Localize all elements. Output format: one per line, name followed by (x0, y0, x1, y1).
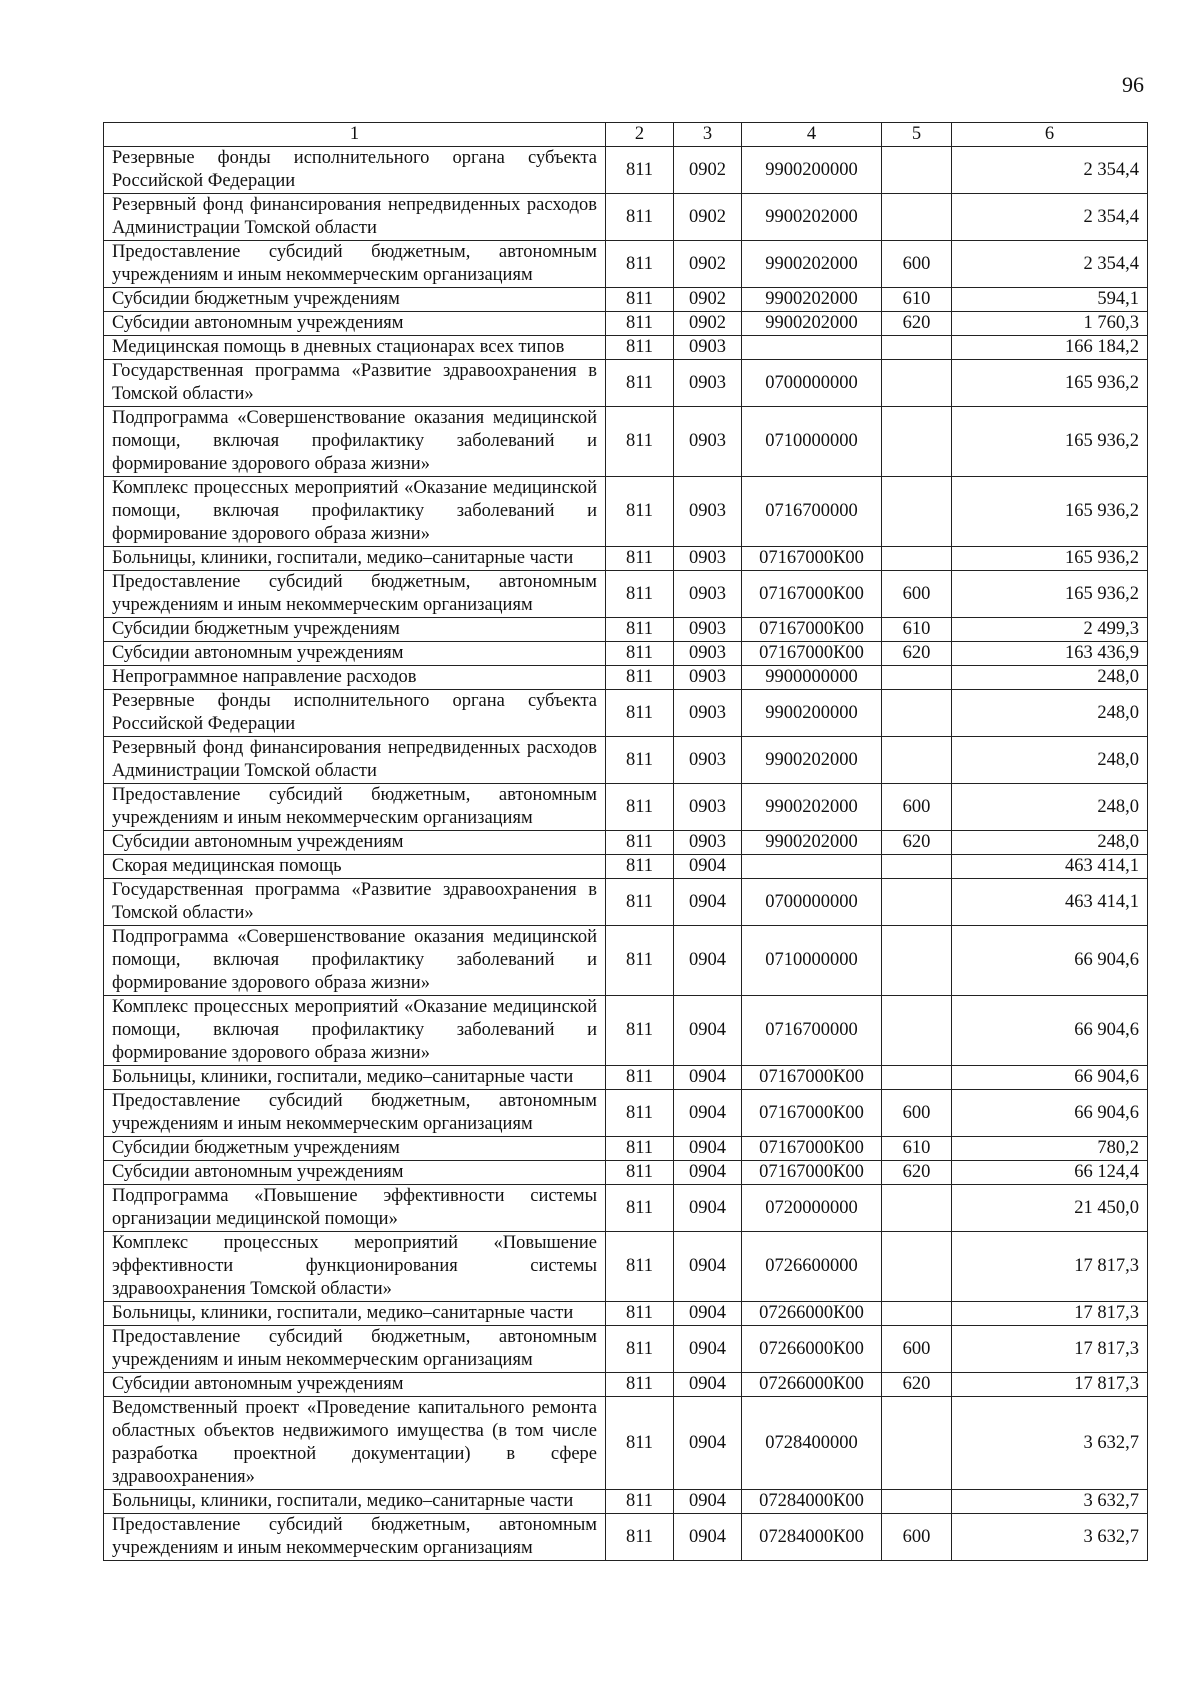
row-amount-cell: 2 354,4 (952, 147, 1148, 194)
table-row (104, 1232, 1148, 1302)
row-code-cell: 811 (606, 1302, 674, 1326)
row-name-cell: Предоставление субсидий бюджетным, автономным учреждениям и иным некоммерческим организациям (104, 1514, 606, 1561)
row-code-cell: 811 (606, 666, 674, 690)
table-row (104, 690, 1148, 737)
row-target-article-cell: 07167000К00 (742, 618, 882, 642)
row-name-cell: Субсидии бюджетным учреждениям (104, 1137, 606, 1161)
row-target-article-cell: 9900202000 (742, 831, 882, 855)
row-target-article-cell: 07167000К00 (742, 1090, 882, 1137)
row-code-cell: 811 (606, 407, 674, 477)
column-header-2: 2 (606, 123, 674, 147)
row-section-cell: 0904 (674, 1397, 742, 1490)
row-target-article-cell (742, 336, 882, 360)
row-expense-type-cell (882, 336, 952, 360)
row-expense-type-cell (882, 1397, 952, 1490)
row-section-cell: 0903 (674, 831, 742, 855)
table-row (104, 1490, 1148, 1514)
row-expense-type-cell (882, 1232, 952, 1302)
table-row (104, 547, 1148, 571)
table-row (104, 1373, 1148, 1397)
row-expense-type-cell (882, 477, 952, 547)
row-amount-cell: 66 904,6 (952, 1090, 1148, 1137)
row-code-cell: 811 (606, 1490, 674, 1514)
row-name-cell: Ведомственный проект «Проведение капитального ремонта областных объектов недвижимого имущества (в том числе разработка проектной документации) в сфере здравоохранения» (104, 1397, 606, 1490)
row-code-cell: 811 (606, 571, 674, 618)
row-name-cell: Государственная программа «Развитие здравоохранения в Томской области» (104, 879, 606, 926)
row-amount-cell: 780,2 (952, 1137, 1148, 1161)
row-name-cell: Субсидии бюджетным учреждениям (104, 288, 606, 312)
row-amount-cell: 17 817,3 (952, 1232, 1148, 1302)
row-expense-type-cell (882, 996, 952, 1066)
row-expense-type-cell (882, 926, 952, 996)
row-target-article-cell: 9900200000 (742, 147, 882, 194)
row-code-cell: 811 (606, 1137, 674, 1161)
row-target-article-cell: 07167000К00 (742, 1161, 882, 1185)
row-section-cell: 0903 (674, 360, 742, 407)
table-row (104, 1066, 1148, 1090)
row-expense-type-cell (882, 855, 952, 879)
row-code-cell: 811 (606, 879, 674, 926)
row-code-cell: 811 (606, 194, 674, 241)
row-section-cell: 0904 (674, 996, 742, 1066)
table-row (104, 312, 1148, 336)
row-code-cell: 811 (606, 1326, 674, 1373)
column-header-3: 3 (674, 123, 742, 147)
row-target-article-cell: 07266000К00 (742, 1326, 882, 1373)
row-expense-type-cell: 610 (882, 288, 952, 312)
row-target-article-cell: 07284000К00 (742, 1490, 882, 1514)
row-name-cell: Предоставление субсидий бюджетным, автономным учреждениям и иным некоммерческим организациям (104, 1326, 606, 1373)
row-section-cell: 0903 (674, 407, 742, 477)
row-amount-cell: 165 936,2 (952, 547, 1148, 571)
row-name-cell: Больницы, клиники, госпитали, медико–санитарные части (104, 1302, 606, 1326)
row-target-article-cell: 0700000000 (742, 360, 882, 407)
row-section-cell: 0903 (674, 690, 742, 737)
row-section-cell: 0902 (674, 194, 742, 241)
table-row (104, 1090, 1148, 1137)
page-number: 96 (1122, 72, 1144, 97)
table-row (104, 1397, 1148, 1490)
row-section-cell: 0902 (674, 312, 742, 336)
row-name-cell: Предоставление субсидий бюджетным, автономным учреждениям и иным некоммерческим организациям (104, 1090, 606, 1137)
row-section-cell: 0904 (674, 879, 742, 926)
table-row (104, 147, 1148, 194)
row-expense-type-cell: 600 (882, 1514, 952, 1561)
row-name-cell: Государственная программа «Развитие здравоохранения в Томской области» (104, 360, 606, 407)
row-code-cell: 811 (606, 1397, 674, 1490)
row-code-cell: 811 (606, 336, 674, 360)
row-target-article-cell: 07266000К00 (742, 1302, 882, 1326)
row-name-cell: Предоставление субсидий бюджетным, автономным учреждениям и иным некоммерческим организациям (104, 571, 606, 618)
row-amount-cell: 463 414,1 (952, 855, 1148, 879)
row-code-cell: 811 (606, 477, 674, 547)
budget-table (103, 122, 1148, 1561)
row-expense-type-cell: 620 (882, 312, 952, 336)
table-row (104, 1185, 1148, 1232)
row-amount-cell: 21 450,0 (952, 1185, 1148, 1232)
row-expense-type-cell: 600 (882, 784, 952, 831)
row-code-cell: 811 (606, 1066, 674, 1090)
row-amount-cell: 463 414,1 (952, 879, 1148, 926)
row-target-article-cell: 07266000К00 (742, 1373, 882, 1397)
row-target-article-cell: 07167000К00 (742, 642, 882, 666)
column-header-4: 4 (742, 123, 882, 147)
row-amount-cell: 1 760,3 (952, 312, 1148, 336)
row-section-cell: 0903 (674, 477, 742, 547)
row-amount-cell: 165 936,2 (952, 571, 1148, 618)
table-body (104, 147, 1148, 1561)
row-amount-cell: 163 436,9 (952, 642, 1148, 666)
row-name-cell: Резервные фонды исполнительного органа субъекта Российской Федерации (104, 690, 606, 737)
row-amount-cell: 248,0 (952, 831, 1148, 855)
row-name-cell: Скорая медицинская помощь (104, 855, 606, 879)
row-code-cell: 811 (606, 737, 674, 784)
row-name-cell: Субсидии автономным учреждениям (104, 1373, 606, 1397)
row-amount-cell: 248,0 (952, 737, 1148, 784)
header-row (104, 123, 1148, 147)
row-name-cell: Непрограммное направление расходов (104, 666, 606, 690)
row-target-article-cell: 9900202000 (742, 194, 882, 241)
row-target-article-cell: 9900000000 (742, 666, 882, 690)
row-code-cell: 811 (606, 360, 674, 407)
column-header-6: 6 (952, 123, 1148, 147)
row-name-cell: Подпрограмма «Совершенствование оказания медицинской помощи, включая профилактику заболеваний и формирование здорового образа жизни» (104, 926, 606, 996)
row-target-article-cell: 0720000000 (742, 1185, 882, 1232)
row-section-cell: 0904 (674, 1137, 742, 1161)
row-expense-type-cell (882, 1490, 952, 1514)
column-header-1: 1 (104, 123, 606, 147)
row-amount-cell: 17 817,3 (952, 1326, 1148, 1373)
row-amount-cell: 248,0 (952, 666, 1148, 690)
row-target-article-cell: 9900200000 (742, 690, 882, 737)
row-expense-type-cell (882, 666, 952, 690)
row-target-article-cell: 0710000000 (742, 926, 882, 996)
row-expense-type-cell: 600 (882, 1326, 952, 1373)
row-section-cell: 0902 (674, 147, 742, 194)
row-code-cell: 811 (606, 1514, 674, 1561)
table-row (104, 855, 1148, 879)
row-section-cell: 0903 (674, 618, 742, 642)
row-name-cell: Комплекс процессных мероприятий «Оказание медицинской помощи, включая профилактику заболеваний и формирование здорового образа жизни» (104, 996, 606, 1066)
row-expense-type-cell (882, 690, 952, 737)
row-expense-type-cell: 600 (882, 1090, 952, 1137)
row-expense-type-cell (882, 1302, 952, 1326)
row-section-cell: 0904 (674, 1161, 742, 1185)
row-expense-type-cell (882, 547, 952, 571)
table-row (104, 571, 1148, 618)
row-section-cell: 0904 (674, 1490, 742, 1514)
row-name-cell: Комплекс процессных мероприятий «Повышение эффективности функционирования системы здравоохранения Томской области» (104, 1232, 606, 1302)
table-row (104, 336, 1148, 360)
row-code-cell: 811 (606, 241, 674, 288)
row-expense-type-cell: 620 (882, 642, 952, 666)
row-name-cell: Субсидии бюджетным учреждениям (104, 618, 606, 642)
table-row (104, 996, 1148, 1066)
table-row (104, 618, 1148, 642)
table-row (104, 831, 1148, 855)
row-section-cell: 0903 (674, 547, 742, 571)
row-expense-type-cell (882, 1066, 952, 1090)
row-target-article-cell: 0710000000 (742, 407, 882, 477)
table-row (104, 642, 1148, 666)
row-code-cell: 811 (606, 1232, 674, 1302)
row-code-cell: 811 (606, 1161, 674, 1185)
table-row (104, 1514, 1148, 1561)
row-section-cell: 0904 (674, 1090, 742, 1137)
row-expense-type-cell: 600 (882, 571, 952, 618)
row-target-article-cell: 0728400000 (742, 1397, 882, 1490)
row-target-article-cell: 07167000К00 (742, 547, 882, 571)
row-amount-cell: 2 499,3 (952, 618, 1148, 642)
table-row (104, 1326, 1148, 1373)
table-row (104, 1137, 1148, 1161)
row-target-article-cell: 9900202000 (742, 784, 882, 831)
row-code-cell: 811 (606, 996, 674, 1066)
row-expense-type-cell (882, 194, 952, 241)
table-row (104, 879, 1148, 926)
row-code-cell: 811 (606, 1185, 674, 1232)
row-name-cell: Больницы, клиники, госпитали, медико–санитарные части (104, 1490, 606, 1514)
row-target-article-cell: 9900202000 (742, 737, 882, 784)
row-name-cell: Комплекс процессных мероприятий «Оказание медицинской помощи, включая профилактику заболеваний и формирование здорового образа жизни» (104, 477, 606, 547)
table-row (104, 784, 1148, 831)
row-amount-cell: 66 124,4 (952, 1161, 1148, 1185)
row-expense-type-cell: 620 (882, 1373, 952, 1397)
row-expense-type-cell: 610 (882, 1137, 952, 1161)
row-code-cell: 811 (606, 831, 674, 855)
row-expense-type-cell (882, 879, 952, 926)
row-code-cell: 811 (606, 618, 674, 642)
row-target-article-cell: 07167000К00 (742, 571, 882, 618)
row-target-article-cell: 07167000К00 (742, 1137, 882, 1161)
row-amount-cell: 165 936,2 (952, 407, 1148, 477)
row-expense-type-cell (882, 407, 952, 477)
row-target-article-cell: 0700000000 (742, 879, 882, 926)
row-target-article-cell (742, 855, 882, 879)
row-name-cell: Больницы, клиники, госпитали, медико–санитарные части (104, 1066, 606, 1090)
row-code-cell: 811 (606, 288, 674, 312)
row-name-cell: Больницы, клиники, госпитали, медико–санитарные части (104, 547, 606, 571)
row-amount-cell: 66 904,6 (952, 996, 1148, 1066)
row-target-article-cell: 07284000К00 (742, 1514, 882, 1561)
row-name-cell: Предоставление субсидий бюджетным, автономным учреждениям и иным некоммерческим организациям (104, 784, 606, 831)
row-amount-cell: 165 936,2 (952, 360, 1148, 407)
table-row (104, 360, 1148, 407)
table-row (104, 1161, 1148, 1185)
row-amount-cell: 594,1 (952, 288, 1148, 312)
row-name-cell: Подпрограмма «Совершенствование оказания медицинской помощи, включая профилактику заболеваний и формирование здорового образа жизни» (104, 407, 606, 477)
row-code-cell: 811 (606, 855, 674, 879)
row-target-article-cell: 9900202000 (742, 312, 882, 336)
row-name-cell: Резервный фонд финансирования непредвиденных расходов Администрации Томской области (104, 194, 606, 241)
row-section-cell: 0903 (674, 784, 742, 831)
row-section-cell: 0903 (674, 642, 742, 666)
row-amount-cell: 2 354,4 (952, 194, 1148, 241)
row-amount-cell: 17 817,3 (952, 1302, 1148, 1326)
table-row (104, 477, 1148, 547)
row-section-cell: 0904 (674, 1185, 742, 1232)
row-section-cell: 0904 (674, 1232, 742, 1302)
row-expense-type-cell (882, 1185, 952, 1232)
table-row (104, 241, 1148, 288)
row-name-cell: Резервные фонды исполнительного органа субъекта Российской Федерации (104, 147, 606, 194)
row-name-cell: Медицинская помощь в дневных стационарах всех типов (104, 336, 606, 360)
table-row (104, 194, 1148, 241)
row-code-cell: 811 (606, 1090, 674, 1137)
row-section-cell: 0904 (674, 1514, 742, 1561)
row-section-cell: 0904 (674, 1066, 742, 1090)
row-expense-type-cell: 600 (882, 241, 952, 288)
row-expense-type-cell (882, 737, 952, 784)
row-target-article-cell: 0716700000 (742, 996, 882, 1066)
row-code-cell: 811 (606, 547, 674, 571)
row-amount-cell: 166 184,2 (952, 336, 1148, 360)
row-amount-cell: 165 936,2 (952, 477, 1148, 547)
row-name-cell: Подпрограмма «Повышение эффективности системы организации медицинской помощи» (104, 1185, 606, 1232)
row-amount-cell: 3 632,7 (952, 1514, 1148, 1561)
table-row (104, 926, 1148, 996)
row-target-article-cell: 9900202000 (742, 241, 882, 288)
row-amount-cell: 3 632,7 (952, 1397, 1148, 1490)
row-code-cell: 811 (606, 926, 674, 996)
row-section-cell: 0903 (674, 737, 742, 784)
table-row (104, 737, 1148, 784)
row-section-cell: 0904 (674, 1326, 742, 1373)
row-target-article-cell: 9900202000 (742, 288, 882, 312)
row-name-cell: Субсидии автономным учреждениям (104, 1161, 606, 1185)
row-section-cell: 0904 (674, 926, 742, 996)
row-amount-cell: 17 817,3 (952, 1373, 1148, 1397)
row-expense-type-cell (882, 147, 952, 194)
row-amount-cell: 66 904,6 (952, 1066, 1148, 1090)
row-name-cell: Резервный фонд финансирования непредвиденных расходов Администрации Томской области (104, 737, 606, 784)
row-code-cell: 811 (606, 690, 674, 737)
row-section-cell: 0904 (674, 855, 742, 879)
row-code-cell: 811 (606, 312, 674, 336)
row-section-cell: 0904 (674, 1373, 742, 1397)
row-amount-cell: 248,0 (952, 690, 1148, 737)
row-expense-type-cell: 620 (882, 831, 952, 855)
row-name-cell: Субсидии автономным учреждениям (104, 642, 606, 666)
row-section-cell: 0902 (674, 288, 742, 312)
row-section-cell: 0903 (674, 571, 742, 618)
row-section-cell: 0903 (674, 666, 742, 690)
row-expense-type-cell: 610 (882, 618, 952, 642)
row-amount-cell: 3 632,7 (952, 1490, 1148, 1514)
table-row (104, 1302, 1148, 1326)
row-section-cell: 0902 (674, 241, 742, 288)
row-target-article-cell: 0716700000 (742, 477, 882, 547)
row-name-cell: Субсидии автономным учреждениям (104, 831, 606, 855)
row-name-cell: Предоставление субсидий бюджетным, автономным учреждениям и иным некоммерческим организациям (104, 241, 606, 288)
row-expense-type-cell (882, 360, 952, 407)
row-expense-type-cell: 620 (882, 1161, 952, 1185)
row-target-article-cell: 0726600000 (742, 1232, 882, 1302)
column-header-5: 5 (882, 123, 952, 147)
row-code-cell: 811 (606, 784, 674, 831)
row-code-cell: 811 (606, 147, 674, 194)
row-section-cell: 0903 (674, 336, 742, 360)
row-section-cell: 0904 (674, 1302, 742, 1326)
row-name-cell: Субсидии автономным учреждениям (104, 312, 606, 336)
row-amount-cell: 2 354,4 (952, 241, 1148, 288)
row-amount-cell: 248,0 (952, 784, 1148, 831)
row-amount-cell: 66 904,6 (952, 926, 1148, 996)
table-row (104, 407, 1148, 477)
table-row (104, 288, 1148, 312)
row-code-cell: 811 (606, 642, 674, 666)
row-target-article-cell: 07167000К00 (742, 1066, 882, 1090)
table-row (104, 666, 1148, 690)
row-code-cell: 811 (606, 1373, 674, 1397)
